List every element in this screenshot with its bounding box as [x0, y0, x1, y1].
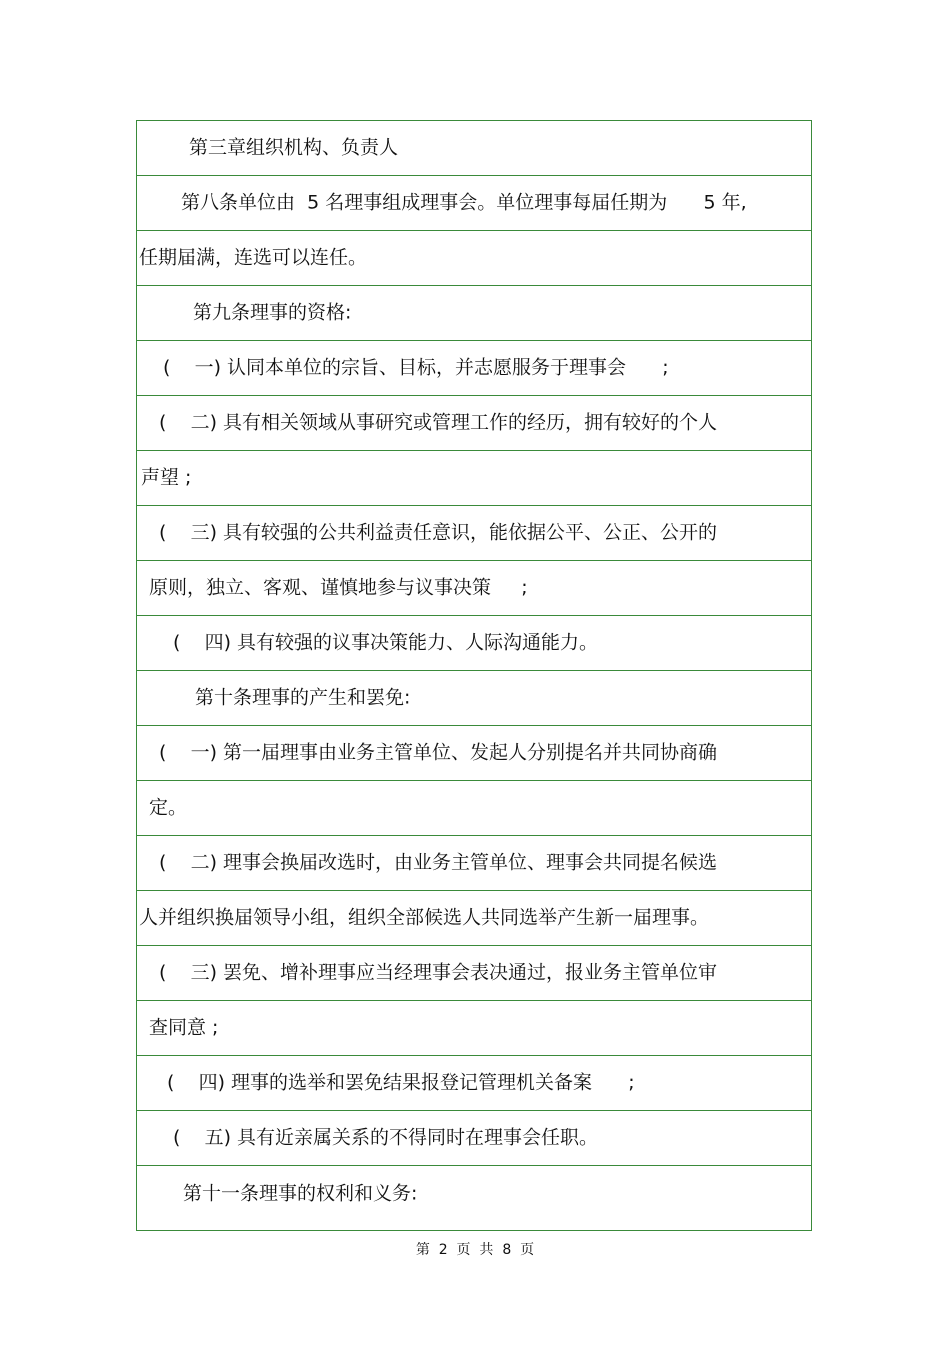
text-row-article-8-part-2 [137, 231, 811, 286]
article-9-item-3-continuation: 原则，独立、客观、谨慎地参与议事决策 ; [149, 576, 528, 599]
article-10-item-3-continuation: 查同意 ; [149, 1016, 219, 1039]
text-row-article-9-item-2 [137, 396, 811, 451]
text-row-article-10 [137, 671, 811, 726]
article-10-item-3: ( 三) 罢免、增补理事应当经理事会表决通过，报业务主管单位审 [159, 961, 718, 984]
text-row-article-10-item-3-cont [137, 1001, 811, 1056]
document-text-table [136, 120, 812, 1231]
article-10-item-2-continuation: 人并组织换届领导小组，组织全部候选人共同选举产生新一届理事。 [139, 906, 710, 929]
text-row-article-10-item-2 [137, 836, 811, 891]
text-row-article-9-item-1 [137, 341, 811, 396]
article-10-item-4: ( 四) 理事的选举和罢免结果报登记管理机关备案 ; [167, 1071, 635, 1094]
text-row-article-10-item-3 [137, 946, 811, 1001]
text-row-article-10-item-5 [137, 1111, 811, 1166]
text-row-article-8-part-1 [137, 176, 811, 231]
article-10-heading: 第十条理事的产生和罢免: [195, 686, 411, 709]
article-8-text: 第八条单位由 5 名理事组成理事会。单位理事每届任期为 5 年, [181, 191, 747, 214]
text-row-article-11 [137, 1166, 811, 1221]
article-9-item-2: ( 二) 具有相关领域从事研究或管理工作的经历，拥有较好的个人 [159, 411, 718, 434]
article-10-item-2: ( 二) 理事会换届改选时，由业务主管单位、理事会共同提名候选 [159, 851, 718, 874]
text-row-article-9-item-3 [137, 506, 811, 561]
article-9-heading: 第九条理事的资格: [193, 301, 352, 324]
article-9-item-3: ( 三) 具有较强的公共利益责任意识，能依据公平、公正、公开的 [159, 521, 718, 544]
article-9-item-2-continuation: 声望 ; [141, 466, 192, 489]
article-10-item-1: ( 一) 第一届理事由业务主管单位、发起人分别提名并共同协商确 [159, 741, 718, 764]
article-8-continuation: 任期届满，连选可以连任。 [139, 246, 368, 269]
text-row-article-9-item-3-cont [137, 561, 811, 616]
article-9-item-4: ( 四) 具有较强的议事决策能力、人际沟通能力。 [173, 631, 599, 654]
text-row-article-10-item-4 [137, 1056, 811, 1111]
article-11-heading: 第十一条理事的权利和义务: [183, 1182, 418, 1204]
page-number-footer: 第 2 页 共 8 页 [415, 1242, 535, 1258]
article-10-item-5: ( 五) 具有近亲属关系的不得同时在理事会任职。 [173, 1126, 599, 1149]
article-9-item-1: ( 一) 认同本单位的宗旨、目标，并志愿服务于理事会 ; [163, 356, 669, 379]
text-row-article-9-item-2-cont [137, 451, 811, 506]
text-row-article-10-item-1-cont [137, 781, 811, 836]
text-row-article-10-item-1 [137, 726, 811, 781]
text-row-article-10-item-2-cont [137, 891, 811, 946]
text-row-article-9 [137, 286, 811, 341]
text-row-article-9-item-4 [137, 616, 811, 671]
chapter-heading: 第三章组织机构、负责人 [189, 136, 399, 159]
text-row-chapter-3 [137, 121, 811, 176]
article-10-item-1-continuation: 定。 [149, 796, 188, 819]
